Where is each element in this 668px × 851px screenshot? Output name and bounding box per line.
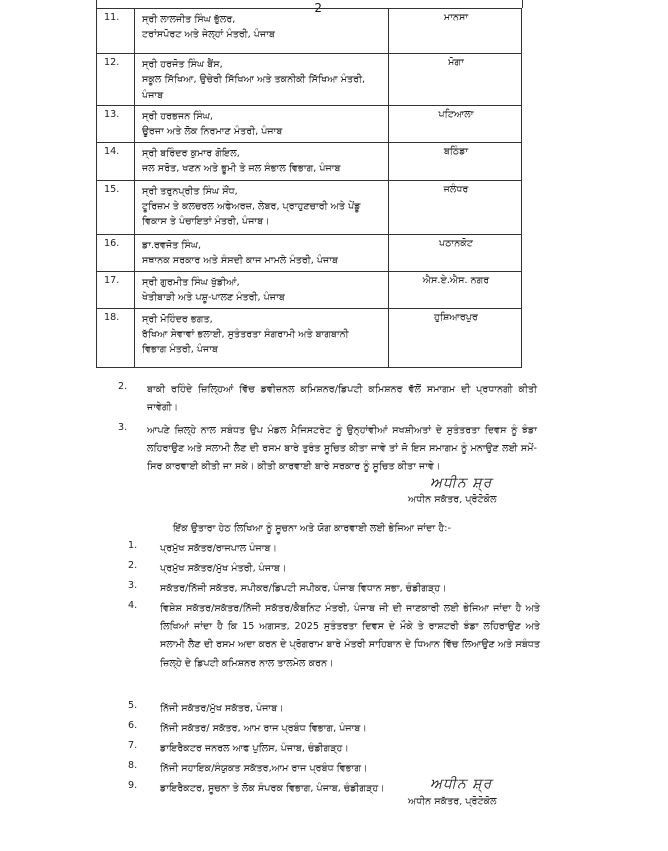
- minister-portfolio: ਪੰਜਾਬ: [142, 89, 164, 101]
- list-item-text: ਪ੍ਰਮੁੱਖ ਸਕੱਤਰ/ਮੁੱਖ ਮੰਤਰੀ, ਪੰਜਾਬ।: [160, 563, 287, 574]
- minister-cell: [135, 54, 389, 106]
- district-cell: ਪਟਿਆਲਾ: [389, 106, 522, 143]
- table-row: [97, 271, 522, 308]
- list-item-number: 6.: [128, 720, 138, 731]
- minister-cell: [135, 234, 389, 271]
- list-item-number: 5.: [128, 700, 138, 711]
- row-number: 11.: [97, 9, 135, 54]
- minister-cell: [135, 106, 389, 143]
- district-cell: ਹੁਸ਼ਿਆਰਪੁਰ: [389, 308, 522, 367]
- signature-1-title: ਅਧੀਨ ਸਕੱਤਰ, ਪ੍ਰੋਟੋਕੋਲ: [408, 494, 497, 505]
- list-item-text: ਵਿਸ਼ੇਸ਼ ਸਕੱਤਰ/ਸਕੱਤਰ/ਨਿੱਜੀ ਸਕੱਤਰ/ਕੈਬਨਿਟ ਮੰਤਰੀ, ਪੰਜਾਬ ਜੀ ਦੀ ਜਾਣਕਾਰੀ ਲਈ ਭੇਜਿਆ ਜਾਂਦਾ ਹੈ ਅਤੇ ਲਿਖਿਆਂ ਜਾਂਦਾ ਹੈ ਕਿ 15 ਅਗਸਤ, 2025 ਸੁਤੰਤਰਤਾ ਦਿਵਸ ਦੇ ਮੌਕੇ ਤੇ ਰਾਸ਼ਟਰੀ ਝੰਡਾ ਲਹਿਰਾਉਣ ਅਤੇ ਸਲਾਮੀ ਲੈਣ ਦੀ ਰਸਮ ਅਦਾ ਕਰਨ ਦੇ ਪ੍ਰੋਗਰਾਮ ਬਾਰੇ ਮੰਤਰੀ ਸਾਹਿਬਾਨ ਦੇ ਧਿਆਨ ਵਿੱਚ ਲਿਆਉਣ ਅਤੇ ਸਬੰਧਤ ਜ਼ਿਲ੍ਹੇ ਦੇ ਡਿਪਟੀ ਕਮਿਸ਼ਨਰ ਨਾਲ ਤਾਲਮੇਲ ਕਰਨ।: [160, 603, 540, 669]
- minister-cell: [135, 9, 389, 54]
- table-row: [97, 234, 522, 271]
- row-number: 17.: [97, 271, 135, 308]
- list-item-number: 2.: [128, 560, 138, 571]
- district-cell: ਪਠਾਨਕੋਟ: [389, 234, 522, 271]
- table-row: [97, 142, 522, 180]
- district-cell: ਬਠਿੰਡਾ: [389, 142, 522, 180]
- list-item-text: ਡਾਇਰੈਕਟਰ ਜਨਰਲ ਆਫ ਪੁਲਿਸ, ਪੰਜਾਬ, ਚੰਡੀਗੜ੍ਹ।: [160, 743, 349, 754]
- minister-name: ਸ੍ਰੀ ਹਰਜੋਤ ਸਿੰਘ ਬੈਂਸ,: [142, 59, 223, 70]
- district-cell: ਮੋਗਾ: [389, 54, 522, 106]
- list-item-text: ਸਕੱਤਰ/ਨਿੱਜੀ ਸਕੱਤਰ, ਸਪੀਕਰ/ਡਿਪਟੀ ਸਪੀਕਰ, ਪੰਜਾਬ ਵਿਧਾਨ ਸਭਾ, ਚੰਡੀਗੜ੍ਹ।: [160, 583, 447, 594]
- row-number: 14.: [97, 142, 135, 180]
- minister-portfolio: ਸਕੂਲ ਸਿੱਖਿਆ, ਉਚੇਰੀ ਸਿੱਖਿਆ ਅਤੇ ਤਕਨੀਕੀ ਸਿੱਖਿਆ ਮੰਤਰੀ,: [142, 74, 366, 86]
- list-item-number: 4.: [128, 600, 138, 611]
- table-frame-top: [96, 0, 523, 8]
- minister-portfolio: ਜਲ ਸਰੋਤ, ਖਣਨ ਅਤੇ ਭੂਮੀ ਤੇ ਜਲ ਸੰਭਾਲ ਵਿਭਾਗ, ਪੰਜਾਬ: [142, 163, 341, 175]
- row-number: 13.: [97, 106, 135, 143]
- district-cell: ਜਲੰਧਰ: [389, 180, 522, 234]
- minister-portfolio: ਊਰਜਾ ਅਤੇ ਲੋਕ ਨਿਰਮਾਣ ਮੰਤਰੀ, ਪੰਜਾਬ: [142, 126, 283, 138]
- minister-cell: [135, 308, 389, 367]
- row-number: 15.: [97, 180, 135, 234]
- table-row: [97, 308, 522, 367]
- list-item-text: ਨਿੱਜੀ ਸਹਾਇਕ/ਸੰਯੁਕਤ ਸਕੱਤਰ,ਆਮ ਰਾਜ ਪ੍ਰਬੰਧ ਵਿਭਾਗ।: [160, 763, 368, 774]
- signature-1-scribble: ਅਧੀਨ ਸ਼੍ਰ: [430, 475, 493, 491]
- table-row: [97, 180, 522, 234]
- minister-portfolio: ਟਰਾਂਸਪੋਰਟ ਅਤੇ ਜੇਲ੍ਹਾਂ ਮੰਤਰੀ, ਪੰਜਾਬ: [142, 29, 275, 41]
- minister-name: ਸ੍ਰੀ ਲਾਲਜੀਤ ਸਿੰਘ ਭੁੱਲਰ,: [142, 14, 236, 25]
- list-item-text: ਨਿੱਜੀ ਸਕੱਤਰ/ ਸਕੱਤਰ, ਆਮ ਰਾਜ ਪ੍ਰਬੰਧ ਵਿਭਾਗ, ਪੰਜਾਬ।: [160, 723, 367, 734]
- minister-portfolio: ਟੂਰਿਜ਼ਮ ਤੇ ਕਲਚਰਲ ਅਫੇਅਰਜ਼, ਲੇਬਰ, ਪ੍ਰਾਹੁਣਚਾਰੀ ਅਤੇ ਪੇਂਡੂ: [142, 201, 361, 213]
- page-number: -2-: [310, 1, 327, 15]
- signature-2-scribble: ਅਧੀਨ ਸ਼੍ਰ: [430, 776, 493, 792]
- table-row: [97, 54, 522, 106]
- minister-name: ਸ੍ਰੀ ਬਰਿੰਦਰ ਕੁਮਾਰ ਗੋਇਲ,: [142, 147, 240, 159]
- minister-portfolio: ਰੱਖਿਆ ਸੇਵਾਵਾਂ ਭਲਾਈ, ਸੁਤੰਤਰਤਾ ਸੰਗਰਾਮੀ ਅਤੇ ਬਾਗਬਾਨੀ: [142, 329, 349, 341]
- district-cell: ਮਾਨਸਾ: [389, 9, 522, 54]
- minister-cell: [135, 271, 389, 308]
- row-number: 16.: [97, 234, 135, 271]
- row-number: 12.: [97, 54, 135, 106]
- table-row: [97, 106, 522, 143]
- minister-name: ਸ੍ਰੀ ਹਰਭਜਨ ਸਿੰਘ,: [142, 111, 213, 123]
- signature-2-title: ਅਧੀਨ ਸਕੱਤਰ, ਪ੍ਰੋਟੋਕੋਲ: [408, 796, 497, 807]
- row-number: 18.: [97, 308, 135, 367]
- list-item-number: 9.: [128, 780, 138, 791]
- minister-name: ਸ੍ਰੀ ਮੋਹਿੰਦਰ ਭਗਤ,: [142, 313, 213, 325]
- para-3-text: ਆਪਣੇ ਜ਼ਿਲ੍ਹੇ ਨਾਲ ਸਬੰਧਤ ਉਪ ਮੰਡਲ ਮੈਜਿਸਟਰੇਟ ਨੂੰ ਉਨ੍ਹਾਂਵੀਆਂ ਸਖਸ਼ੀਅਤਾਂ ਦੇ ਸੁਤੰਤਰਤਾ ਦਿਵਸ ਨੂੰ ਝੰਡਾ ਲਹਿਰਾਉਣ ਅਤੇ ਸਲਾਮੀ ਲੈਣ ਦੀ ਰਸਮ ਬਾਰੇ ਤੁਰੰਤ ਸੂਚਿਤ ਕੀਤਾ ਜਾਵੇ ਤਾਂ ਜੋ ਇਸ ਸਮਾਗਮ ਨੂੰ ਮਨਾਉਣ ਲਈ ਸਮੇਂ-ਸਿਰ ਕਾਰਵਾਈ ਕੀਤੀ ਜਾ ਸਕੇ। ਕੀਤੀ ਕਾਰਵਾਈ ਬਾਰੇ ਸਰਕਾਰ ਨੂੰ ਸੂਚਿਤ ਕੀਤਾ ਜਾਵੇ।: [147, 425, 537, 473]
- para-2-text: ਬਾਕੀ ਰਹਿੰਦੇ ਜ਼ਿਲ੍ਹਿਆਂ ਵਿੱਚ ਡਵੀਜ਼ਨਲ ਕਮਿਸ਼ਨਰ/ਡਿਪਟੀ ਕਮਿਸ਼ਨਰ ਵੱਲੋਂ ਸਮਾਗਮ ਦੀ ਪ੍ਰਧਾਨਗੀ ਕੀਤੀ ਜਾਵੇਗੀ।: [147, 384, 537, 414]
- allocation-table: [96, 8, 522, 368]
- minister-name: ਡਾ.ਰਵਜੋਤ ਸਿੰਘ,: [142, 239, 202, 251]
- list-item-text: ਨਿੱਜੀ ਸਕੱਤਰ/ਮੁੱਖ ਸਕੱਤਰ, ਪੰਜਾਬ।: [160, 703, 284, 714]
- minister-name: ਸ੍ਰੀ ਤਰੁਨਪ੍ਰੀਤ ਸਿੰਘ ਸੌਂਧ,: [142, 185, 238, 197]
- table-row: [97, 9, 522, 54]
- minister-portfolio: ਵਿਕਾਸ ਤੇ ਪੰਚਾਇਤਾਂ ਮੰਤਰੀ, ਪੰਜਾਬ।: [142, 216, 270, 228]
- para-3-number: 3.: [118, 422, 128, 433]
- list-item-text: ਡਾਇਰੈਕਟਰ, ਸੂਚਨਾ ਤੇ ਲੋਕ ਸੰਪਰਕ ਵਿਭਾਗ, ਪੰਜਾਬ, ਚੰਡੀਗੜ੍ਹ।: [160, 783, 385, 794]
- list-item-number: 8.: [128, 760, 138, 771]
- copy-to-heading: ਇੱਕ ਉਤਾਰਾ ਹੇਠ ਲਿਖਿਆ ਨੂੰ ਸੂਚਨਾ ਅਤੇ ਯੋਗ ਕਾਰਵਾਈ ਲਈ ਭੇਜਿਆ ਜਾਂਦਾ ਹੈ:-: [173, 523, 451, 534]
- list-item-text: ਪ੍ਰਮੁੱਖ ਸਕੱਤਰ/ਰਾਜਪਾਲ ਪੰਜਾਬ।: [160, 543, 277, 554]
- minister-portfolio: ਸਥਾਨਕ ਸਰਕਾਰ ਅਤੇ ਸੰਸਦੀ ਕਾਜ ਮਾਮਲੇ ਮੰਤਰੀ, ਪੰਜਾਬ: [142, 255, 339, 267]
- minister-portfolio: ਖੇਤੀਬਾੜੀ ਅਤੇ ਪਸ਼ੂ-ਪਾਲਣ ਮੰਤਰੀ, ਪੰਜਾਬ: [142, 292, 285, 304]
- list-item-number: 7.: [128, 740, 138, 751]
- minister-portfolio: ਵਿਭਾਗ ਮੰਤਰੀ, ਪੰਜਾਬ: [142, 344, 219, 356]
- minister-name: ਸ੍ਰੀ ਗੁਰਮੀਤ ਸਿੰਘ ਖੁੱਡੀਆਂ,: [142, 276, 240, 288]
- district-cell: ਐਸ.ਏ.ਐਸ. ਨਗਰ: [389, 271, 522, 308]
- list-item-number: 1.: [128, 540, 138, 551]
- minister-cell: [135, 142, 389, 180]
- list-item-number: 3.: [128, 580, 138, 591]
- para-2-number: 2.: [118, 381, 128, 392]
- minister-cell: [135, 180, 389, 234]
